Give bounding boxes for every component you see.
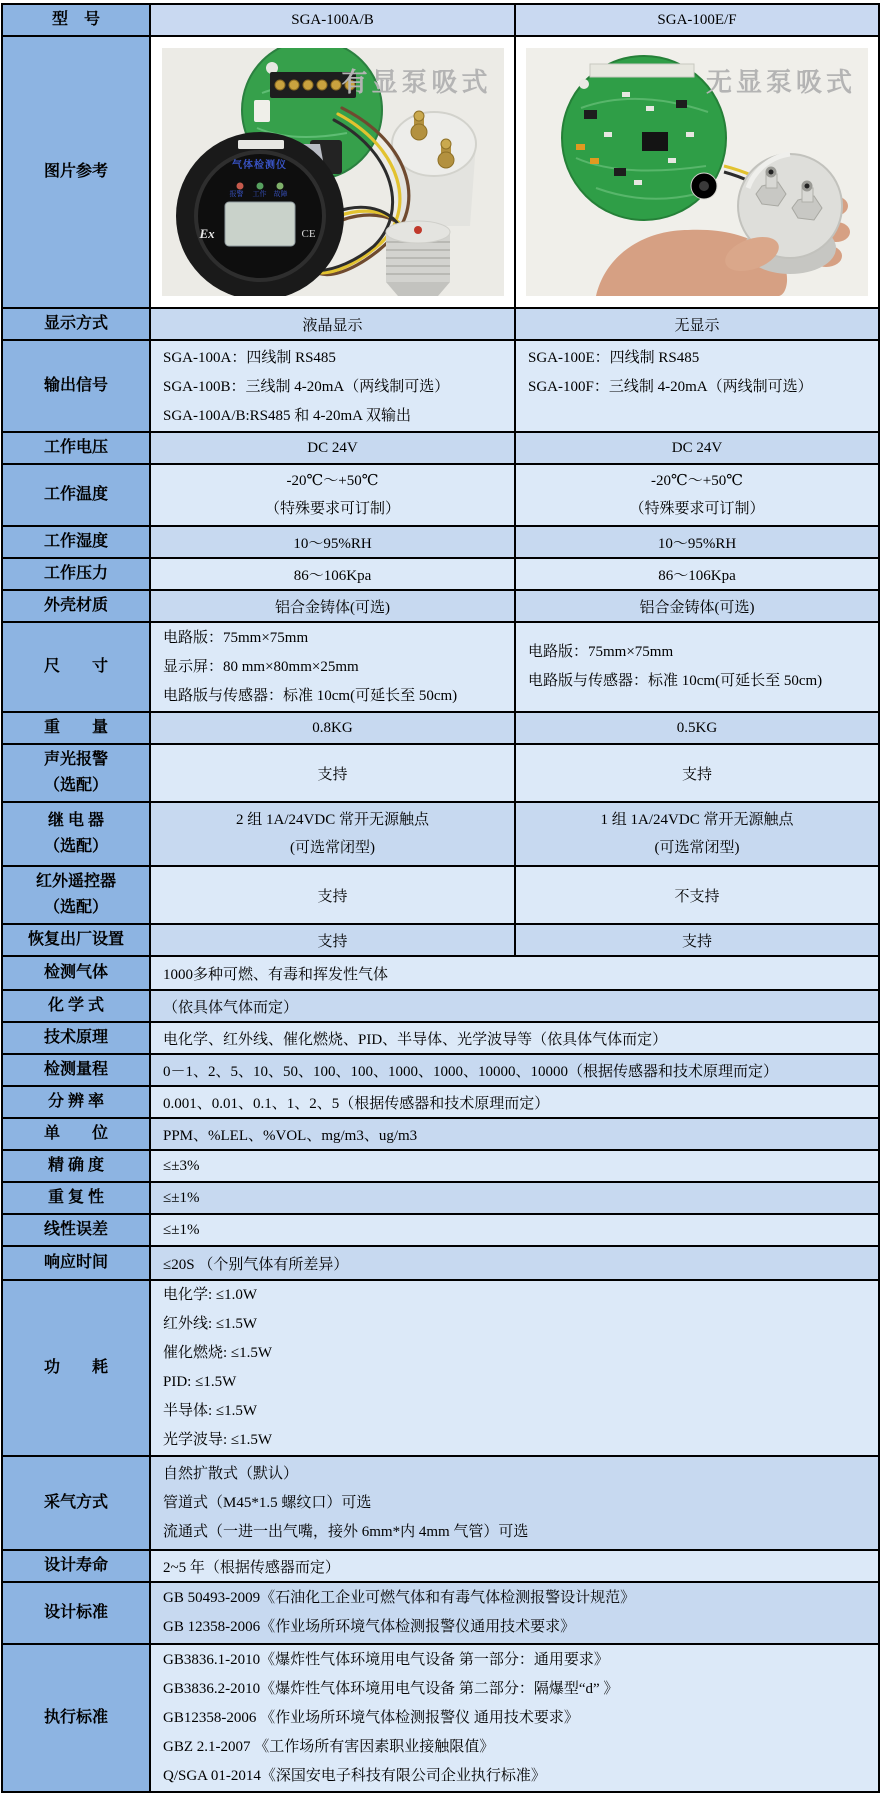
relay-label-line2: （选配） xyxy=(43,838,108,855)
range-value: 0－1、2、5、10、50、100、100、1000、1000、10000、10000（根据传感器和技术原理而定） xyxy=(151,1055,878,1085)
spec-row-resolution xyxy=(3,1085,878,1117)
spec-row-linearity xyxy=(3,1213,878,1245)
temperature-b-line2: （特殊要求可订制） xyxy=(629,501,765,517)
remote-label-line1: 红外遥控器 xyxy=(35,873,116,890)
size-b xyxy=(514,623,878,711)
temperature-a xyxy=(151,465,514,525)
resolution-label xyxy=(3,1087,151,1117)
size-a-line2: 显示屏：80 mm×80mm×25mm xyxy=(163,658,359,675)
range-label xyxy=(3,1055,151,1085)
accuracy-label-text: 精 确 度 xyxy=(47,1157,104,1174)
humidity-label-text: 工作湿度 xyxy=(43,533,108,550)
image-label-text: 图片参考 xyxy=(43,163,108,180)
remote-label-line2: （选配） xyxy=(43,899,108,916)
spec-row-repeatability xyxy=(3,1181,878,1213)
power-value xyxy=(151,1281,878,1455)
image-row xyxy=(3,35,878,307)
weight-b: 0.5KG xyxy=(514,713,878,743)
power-line6: 光学波导: ≤1.5W xyxy=(163,1432,273,1448)
pcb-mount-hole xyxy=(699,181,709,191)
resolution-value: 0.001、0.01、0.1、1、2、5（根据传感器和技术原理而定） xyxy=(151,1087,878,1117)
header-model-label xyxy=(3,5,151,35)
sampling-label xyxy=(3,1457,151,1549)
weight-label-text: 重 量 xyxy=(43,719,108,736)
spec-row-factory-reset xyxy=(3,923,878,955)
design-std-value xyxy=(151,1583,878,1643)
linearity-value: ≤±1% xyxy=(151,1215,878,1245)
temperature-a-line1: -20℃～+50℃ xyxy=(286,473,379,489)
device-top-sticker xyxy=(238,140,284,149)
size-b-line1: 电路版：75mm×75mm xyxy=(528,644,674,660)
principle-label-text: 技术原理 xyxy=(43,1029,108,1046)
relay-label xyxy=(3,803,151,865)
lcd-screen xyxy=(225,202,295,246)
sensor-red-dot xyxy=(414,226,422,234)
humidity-a: 10～95%RH xyxy=(151,527,514,557)
ribbed-sensor-cylinder xyxy=(386,221,450,296)
power-label xyxy=(3,1281,151,1455)
relay-a-line2: (可选常闭型) xyxy=(290,840,375,856)
formula-label-text: 化 学 式 xyxy=(47,997,104,1014)
design-std-line1: GB 50493-2009《石油化工企业可燃气体和有毒气体检测报警设计规范》 xyxy=(163,1590,636,1606)
spec-row-sampling xyxy=(3,1455,878,1549)
relay-a-line1: 2 组 1A/24VDC 常开无源触点 xyxy=(236,812,429,828)
formula-label xyxy=(3,991,151,1021)
temperature-b xyxy=(514,465,878,525)
size-a-line1: 电路版：75mm×75mm xyxy=(163,629,309,646)
size-label-text: 尺 寸 xyxy=(43,658,108,675)
units-label xyxy=(3,1119,151,1149)
shell-a: 铝合金铸体(可选) xyxy=(151,591,514,621)
response-label-text: 响应时间 xyxy=(43,1254,108,1271)
pcb-board-bare xyxy=(562,56,726,220)
exec-std-line1: GB3836.1-2010《爆炸性气体环境用电气设备 第一部分：通用要求》 xyxy=(163,1651,609,1668)
units-value: PPM、%LEL、%VOL、mg/m3、ug/m3 xyxy=(151,1119,878,1149)
spec-row-relay xyxy=(3,801,878,865)
relay-b-line2: (可选常闭型) xyxy=(654,840,740,856)
resolution-label-text: 分 辨 率 xyxy=(47,1093,104,1110)
product-photo-b-cell xyxy=(514,37,878,307)
size-a xyxy=(151,623,514,711)
watermark-left: 有显泵吸式 xyxy=(341,68,492,97)
spec-row-lifespan xyxy=(3,1549,878,1581)
exec-std-line3: GB12358-2006 《作业场所环境气体检测报警仪 通用技术要求》 xyxy=(163,1709,579,1726)
shell-label xyxy=(3,591,151,621)
output-b-line1: SGA-100E：四线制 RS485 xyxy=(528,350,700,366)
power-line4: PID: ≤1.5W xyxy=(163,1374,237,1390)
voltage-a: DC 24V xyxy=(151,433,514,463)
alarm-b: 支持 xyxy=(514,745,878,801)
output-a-line1: SGA-100A：四线制 RS485 xyxy=(163,350,336,366)
power-label-text: 功 耗 xyxy=(43,1359,108,1376)
exec-std-value xyxy=(151,1645,878,1791)
sampling-label-text: 采气方式 xyxy=(43,1494,108,1511)
humidity-label xyxy=(3,527,151,557)
sampling-value xyxy=(151,1457,878,1549)
ex-mark: Ex xyxy=(199,226,215,241)
humidity-b: 10～95%RH xyxy=(514,527,878,557)
spec-row-pressure xyxy=(3,557,878,589)
spec-row-voltage xyxy=(3,431,878,463)
output-b-line2: SGA-100F：三线制 4-20mA（两线制可选） xyxy=(528,379,813,395)
spec-row-response xyxy=(3,1245,878,1279)
relay-label-line1: 继 电 器 xyxy=(47,812,104,829)
factory-reset-label-text: 恢复出厂设置 xyxy=(27,931,124,948)
repeatability-label-text: 重 复 性 xyxy=(47,1189,104,1206)
shell-b: 铝合金铸体(可选) xyxy=(514,591,878,621)
spec-row-range xyxy=(3,1053,878,1085)
principle-label xyxy=(3,1023,151,1053)
spec-row-alarm xyxy=(3,743,878,801)
spec-row-units xyxy=(3,1117,878,1149)
spec-row-humidity xyxy=(3,525,878,557)
exec-std-label xyxy=(3,1645,151,1791)
header-row xyxy=(3,5,878,35)
alarm-label-line2: （选配） xyxy=(43,777,108,794)
spec-row-size xyxy=(3,621,878,711)
voltage-b: DC 24V xyxy=(514,433,878,463)
spec-row-formula xyxy=(3,989,878,1021)
power-line3: 催化燃烧: ≤1.5W xyxy=(163,1345,273,1361)
spec-row-shell xyxy=(3,589,878,621)
exec-std-label-text: 执行标准 xyxy=(43,1709,108,1726)
lifespan-label-text: 设计寿命 xyxy=(43,1557,108,1574)
led-label-fault: 故障 xyxy=(273,190,288,198)
header-model-b xyxy=(514,5,878,35)
formula-value: （依具体气体而定） xyxy=(151,991,878,1021)
pressure-label-text: 工作压力 xyxy=(43,565,108,582)
size-a-line3: 电路版与传感器：标准 10cm(可延长至 50cm) xyxy=(163,687,458,704)
gases-label-text: 检测气体 xyxy=(43,964,108,981)
spec-row-power xyxy=(3,1279,878,1455)
repeatability-label xyxy=(3,1183,151,1213)
remote-a: 支持 xyxy=(151,867,514,923)
main-ic-chip xyxy=(642,132,668,151)
display-b: 无显示 xyxy=(514,309,878,339)
pressure-a: 86～106Kpa xyxy=(151,559,514,589)
factory-reset-label xyxy=(3,925,151,955)
spec-row-remote xyxy=(3,865,878,923)
spec-row-temperature xyxy=(3,463,878,525)
display-label xyxy=(3,309,151,339)
gases-value: 1000多种可燃、有毒和挥发性气体 xyxy=(151,957,878,989)
design-std-label xyxy=(3,1583,151,1643)
design-std-label-text: 设计标准 xyxy=(43,1604,108,1621)
response-label xyxy=(3,1247,151,1279)
output-label xyxy=(3,341,151,431)
watermark-right: 无显泵吸式 xyxy=(705,68,856,97)
remote-label xyxy=(3,867,151,923)
units-label-text: 单 位 xyxy=(43,1125,108,1142)
model-label-text: 型 号 xyxy=(51,11,100,28)
display-label-text: 显示方式 xyxy=(43,315,108,332)
exec-std-line2: GB3836.2-2010《爆炸性气体环境用电气设备 第二部分：隔爆型“d” 》 xyxy=(163,1680,619,1697)
spec-row-output xyxy=(3,339,878,431)
white-connector xyxy=(254,100,270,122)
lifespan-value: 2~5 年（根据传感器而定） xyxy=(151,1551,878,1581)
weight-a: 0.8KG xyxy=(151,713,514,743)
pressure-label xyxy=(3,559,151,589)
led-label-work: 工作 xyxy=(252,190,267,198)
lifespan-label xyxy=(3,1551,151,1581)
sampling-line2: 管道式（M45*1.5 螺纹口）可选 xyxy=(163,1494,372,1511)
product-photo-a-cell xyxy=(151,37,514,307)
voltage-label xyxy=(3,433,151,463)
factory-reset-a: 支持 xyxy=(151,925,514,955)
ce-mark: CE xyxy=(301,228,316,240)
size-label xyxy=(3,623,151,711)
product-photo-a xyxy=(162,48,504,296)
alarm-a: 支持 xyxy=(151,745,514,801)
power-line1: 电化学: ≤1.0W xyxy=(163,1287,258,1303)
principle-value: 电化学、红外线、催化燃烧、PID、半导体、光学波导等（依具体气体而定） xyxy=(151,1023,878,1053)
output-b xyxy=(514,341,878,431)
pcb-label-sticker xyxy=(590,64,694,77)
exec-std-line5: Q/SGA 01-2014《深国安电子科技有限公司企业执行标准》 xyxy=(163,1767,546,1784)
alarm-label-line1: 声光报警 xyxy=(43,751,108,768)
temperature-a-line2: （特殊要求可订制） xyxy=(264,501,400,517)
display-a: 液晶显示 xyxy=(151,309,514,339)
model-b-text: SGA-100E/F xyxy=(657,11,737,28)
response-value: ≤20S （个别气体有所差异） xyxy=(151,1247,878,1279)
image-row-label xyxy=(3,37,151,307)
spec-row-accuracy xyxy=(3,1149,878,1181)
weight-label xyxy=(3,713,151,743)
model-a-text: SGA-100A/B xyxy=(291,11,374,28)
temperature-label xyxy=(3,465,151,525)
spec-table xyxy=(1,3,880,1793)
relay-b xyxy=(514,803,878,865)
alarm-label xyxy=(3,745,151,801)
accuracy-value: ≤±3% xyxy=(151,1151,878,1181)
sampling-line1: 自然扩散式（默认） xyxy=(163,1465,299,1482)
led-label-alarm: 报警 xyxy=(229,190,244,198)
output-label-text: 输出信号 xyxy=(43,377,108,394)
relay-a xyxy=(151,803,514,865)
range-label-text: 检测量程 xyxy=(43,1061,108,1078)
size-b-line2: 电路版与传感器：标准 10cm(可延长至 50cm) xyxy=(528,673,823,689)
spec-row-weight xyxy=(3,711,878,743)
exec-std-line4: GBZ 2.1-2007 《工作场所有害因素职业接触限值》 xyxy=(163,1738,495,1755)
output-a-line3: SGA-100A/B:RS485 和 4-20mA 双输出 xyxy=(163,408,411,424)
spec-row-exec-std xyxy=(3,1643,878,1791)
power-line5: 半导体: ≤1.5W xyxy=(163,1403,258,1419)
factory-reset-b: 支持 xyxy=(514,925,878,955)
shell-label-text: 外壳材质 xyxy=(43,597,108,614)
design-std-line2: GB 12358-2006《作业场所环境气体检测报警仪通用技术要求》 xyxy=(163,1619,576,1635)
voltage-label-text: 工作电压 xyxy=(43,439,108,456)
spec-row-display xyxy=(3,307,878,339)
header-model-a xyxy=(151,5,514,35)
repeatability-value: ≤±1% xyxy=(151,1183,878,1213)
output-a xyxy=(151,341,514,431)
spec-row-principle xyxy=(3,1021,878,1053)
product-photo-b xyxy=(526,48,868,296)
power-line2: 红外线: ≤1.5W xyxy=(163,1316,258,1332)
temperature-b-line1: -20℃～+50℃ xyxy=(650,473,743,489)
linearity-label xyxy=(3,1215,151,1245)
temperature-label-text: 工作温度 xyxy=(43,486,108,503)
relay-b-line1: 1 组 1A/24VDC 常开无源触点 xyxy=(600,812,794,828)
accuracy-label xyxy=(3,1151,151,1181)
linearity-label-text: 线性误差 xyxy=(43,1221,108,1238)
output-a-line2: SGA-100B：三线制 4-20mA（两线制可选） xyxy=(163,379,450,395)
sampling-line3: 流通式（一进一出气嘴，接外 6mm*内 4mm 气管）可选 xyxy=(163,1523,529,1540)
pressure-b: 86～106Kpa xyxy=(514,559,878,589)
gases-label xyxy=(3,957,151,989)
spec-row-gases xyxy=(3,955,878,989)
remote-b: 不支持 xyxy=(514,867,878,923)
device-title-text: 气体检测仪 xyxy=(232,160,287,171)
spec-row-design-std xyxy=(3,1581,878,1643)
